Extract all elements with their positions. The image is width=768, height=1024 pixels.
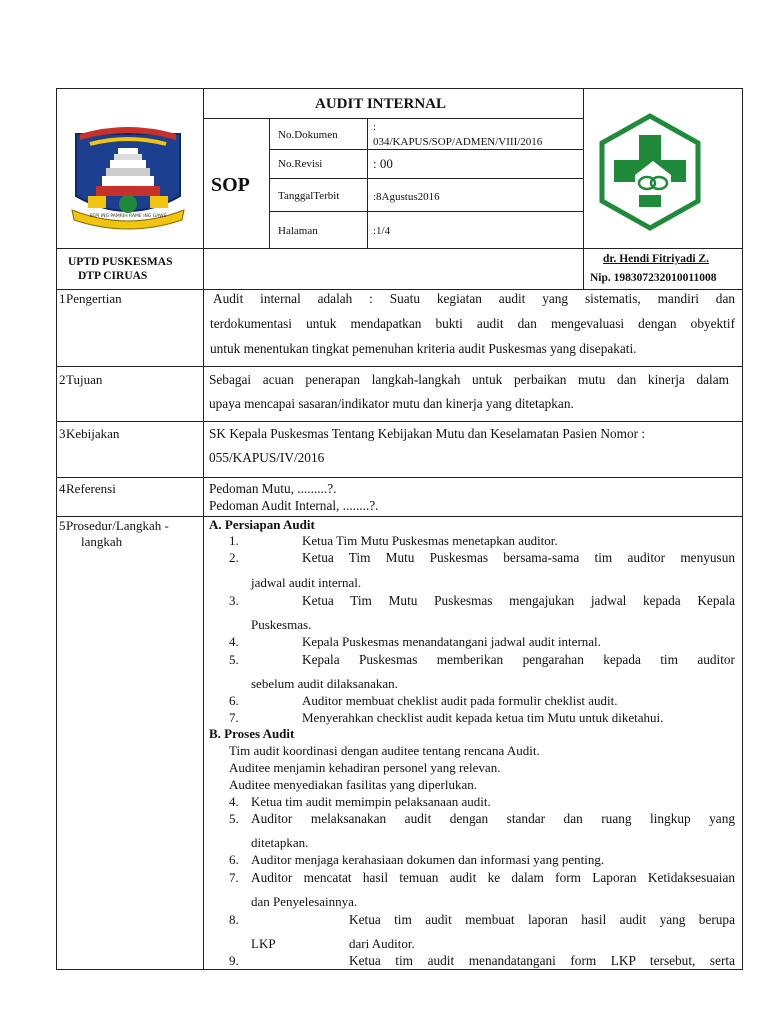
section-number-1: 1 — [59, 291, 66, 306]
b-item-number: 5. — [229, 811, 239, 826]
a-item-text: Kepala Puskesmas memberikan pengarahan kepada tim auditor — [302, 652, 735, 667]
a-item-number: 3. — [229, 593, 239, 608]
a-item-number: 7. — [229, 710, 239, 725]
subsection-b-title: B. Proses Audit — [209, 726, 295, 741]
section-number-3: 3 — [59, 426, 66, 441]
doc-number-value: 034/KAPUS/SOP/ADMEN/VIII/2016 — [373, 136, 543, 148]
signer-nip: Nip. 198307232010011008 — [590, 272, 717, 284]
page-value: :1/4 — [373, 225, 391, 237]
a-item-text: Kepala Puskesmas menandatangani jadwal audit internal. — [302, 634, 601, 649]
org-name: UPTD PUSKESMAS — [68, 256, 173, 268]
pengertian-line-2: terdokumentasi untuk mendapatkan bukti audit dan mengevaluasi dengan obyektif — [210, 316, 735, 331]
a-item-continuation: jadwal audit internal. — [251, 575, 362, 590]
b-item-text: Auditor mencatat hasil temuan audit ke dalam form Laporan Ketidaksesuaian — [251, 870, 735, 885]
regency-crest-logo — [66, 126, 190, 232]
org-subname: DTP CIRUAS — [78, 270, 148, 282]
doc-number-colon: : — [373, 121, 377, 133]
doc-number-label: No.Dokumen — [278, 129, 338, 141]
referensi-line-2: Pedoman Audit Internal, ........?. — [209, 498, 379, 513]
b-item-continuation: dari Auditor. — [349, 936, 415, 951]
section-label-prosedur: Prosedur/Langkah - — [66, 518, 169, 533]
section-label-kebijakan: Kebijakan — [66, 426, 120, 441]
revision-value: : 00 — [373, 156, 393, 171]
crest-ribbon-text: SEPI ING PAMRIH RAME ING GAWE — [89, 214, 167, 219]
tujuan-line-2: upaya mencapai sasaran/indikator mutu dan kinerja yang ditetapkan. — [209, 396, 574, 411]
subsection-a-title: A. Persiapan Audit — [209, 517, 315, 532]
a-item-text: Ketua Tim Mutu Puskesmas menetapkan auditor. — [302, 533, 558, 548]
a-item-number: 5. — [229, 652, 239, 667]
b-item-text: Ketua tim audit menandatangani form LKP tersebut, serta — [349, 953, 735, 968]
b-item-continuation: dan Penyelesainnya. — [251, 894, 358, 909]
b-item-text: Ketua tim audit membuat laporan hasil audit yang berupa — [349, 912, 735, 927]
pengertian-line-3: untuk menentukan tingkat pemenuhan kriteria audit Puskesmas yang disepakati. — [210, 341, 637, 356]
b-item-number: 9. — [229, 953, 239, 968]
section-label-tujuan: Tujuan — [66, 372, 103, 387]
a-item-number: 4. — [229, 634, 239, 649]
a-item-number: 2. — [229, 550, 239, 565]
a-item-continuation: sebelum audit dilaksanakan. — [251, 676, 398, 691]
a-item-text: Auditor membuat cheklist audit pada formulir cheklist audit. — [302, 693, 618, 708]
referensi-line-1: Pedoman Mutu, .........?. — [209, 481, 337, 496]
tujuan-line-1: Sebagai acuan penerapan langkah-langkah untuk perbaikan mutu dan kinerja dalam — [209, 372, 729, 387]
document-title: AUDIT INTERNAL — [315, 96, 447, 112]
section-label-prosedur-2: langkah — [81, 534, 123, 549]
b-plain-line: Auditee menjamin kehadiran personel yang relevan. — [229, 760, 501, 775]
b-item-number: 6. — [229, 852, 239, 867]
a-item-text: Ketua Tim Mutu Puskesmas mengajukan jadwal kepada Kepala — [302, 593, 735, 608]
section-label-referensi: Referensi — [66, 481, 116, 496]
b-item-text: Ketua tim audit memimpin pelaksanaan audit. — [251, 794, 491, 809]
sop-label: SOP — [211, 174, 250, 196]
a-item-number: 6. — [229, 693, 239, 708]
a-item-continuation: Puskesmas. — [251, 617, 312, 632]
b-item-number: 7. — [229, 870, 239, 885]
b-item-text: Auditor melaksanakan audit dengan standar dan ruang lingkup yang — [251, 811, 735, 826]
kebijakan-line-2: 055/KAPUS/IV/2016 — [209, 450, 325, 465]
section-number-5: 5 — [59, 518, 66, 533]
revision-label: No.Revisi — [278, 158, 323, 170]
section-number-2: 2 — [59, 372, 66, 387]
b-item-continuation: LKP — [251, 936, 276, 951]
b-item-number: 4. — [229, 794, 239, 809]
issue-date-label: TanggalTerbit — [278, 190, 340, 202]
section-number-4: 4 — [59, 481, 66, 496]
pengertian-line-1: Audit internal adalah : Suatu kegiatan audit yang sistematis, mandiri dan — [213, 291, 735, 306]
a-item-number: 1. — [229, 533, 239, 548]
puskesmas-logo — [597, 113, 703, 231]
page-label: Halaman — [278, 225, 318, 237]
b-plain-line: Tim audit koordinasi dengan auditee tentang rencana Audit. — [229, 743, 540, 758]
signer-name: dr. Hendi Fitriyadi Z. — [603, 253, 709, 265]
b-item-text: Auditor menjaga kerahasiaan dokumen dan informasi yang penting. — [251, 852, 605, 867]
issue-date-value: :8Agustus2016 — [373, 191, 440, 203]
b-item-number: 8. — [229, 912, 239, 927]
b-plain-line: Auditee menyediakan fasilitas yang diperlukan. — [229, 777, 478, 792]
b-item-continuation: ditetapkan. — [251, 835, 309, 850]
a-item-text: Menyerahkan checklist audit kepada ketua tim Mutu untuk diketahui. — [302, 710, 664, 725]
section-label-pengertian: Pengertian — [66, 291, 122, 306]
a-item-text: Ketua Tim Mutu Puskesmas bersama-sama tim auditor menyusun — [302, 550, 735, 565]
kebijakan-line-1: SK Kepala Puskesmas Tentang Kebijakan Mutu dan Keselamatan Pasien Nomor : — [209, 426, 646, 441]
